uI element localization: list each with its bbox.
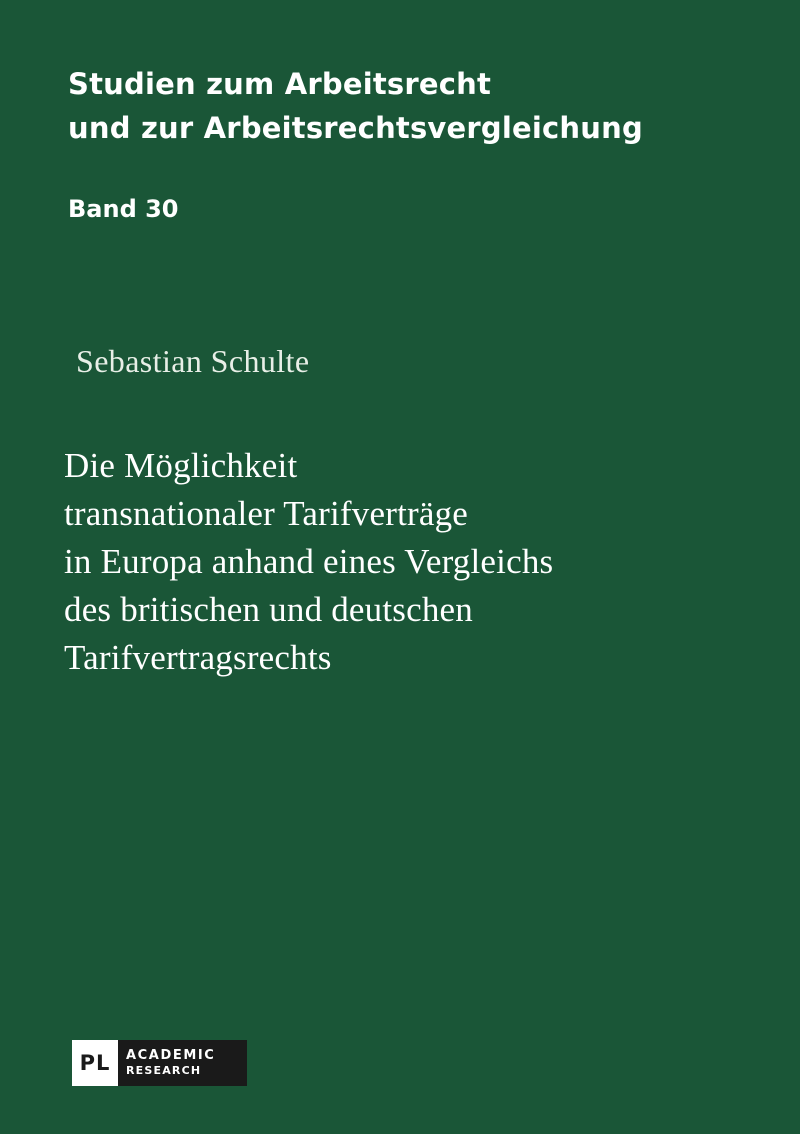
series-title xyxy=(68,62,768,150)
author-name: Sebastian Schulte xyxy=(76,343,310,379)
book-title-line-2: transnationaler Tarifverträge xyxy=(64,494,469,533)
publisher-logo-mark: PL xyxy=(72,1040,118,1086)
book-title-line-4: des britischen und deutschen xyxy=(64,590,473,629)
book-title-line-5: Tarifvertragsrechts xyxy=(64,638,332,677)
series-volume: Band 30 xyxy=(68,195,179,223)
book-title-line-3: in Europa anhand eines Vergleichs xyxy=(64,542,554,581)
series-title-line-1: Studien zum Arbeitsrecht xyxy=(68,67,492,101)
series-title-line-2: und zur Arbeitsrechtsvergleichung xyxy=(68,111,643,145)
book-title xyxy=(64,442,754,682)
publisher-logo-text xyxy=(118,1040,247,1086)
publisher-logo-line-2: RESEARCH xyxy=(126,1064,202,1077)
publisher-logo-line-1: ACADEMIC xyxy=(126,1048,216,1063)
book-title-line-1: Die Möglichkeit xyxy=(64,446,298,485)
publisher-logo xyxy=(72,1040,247,1086)
